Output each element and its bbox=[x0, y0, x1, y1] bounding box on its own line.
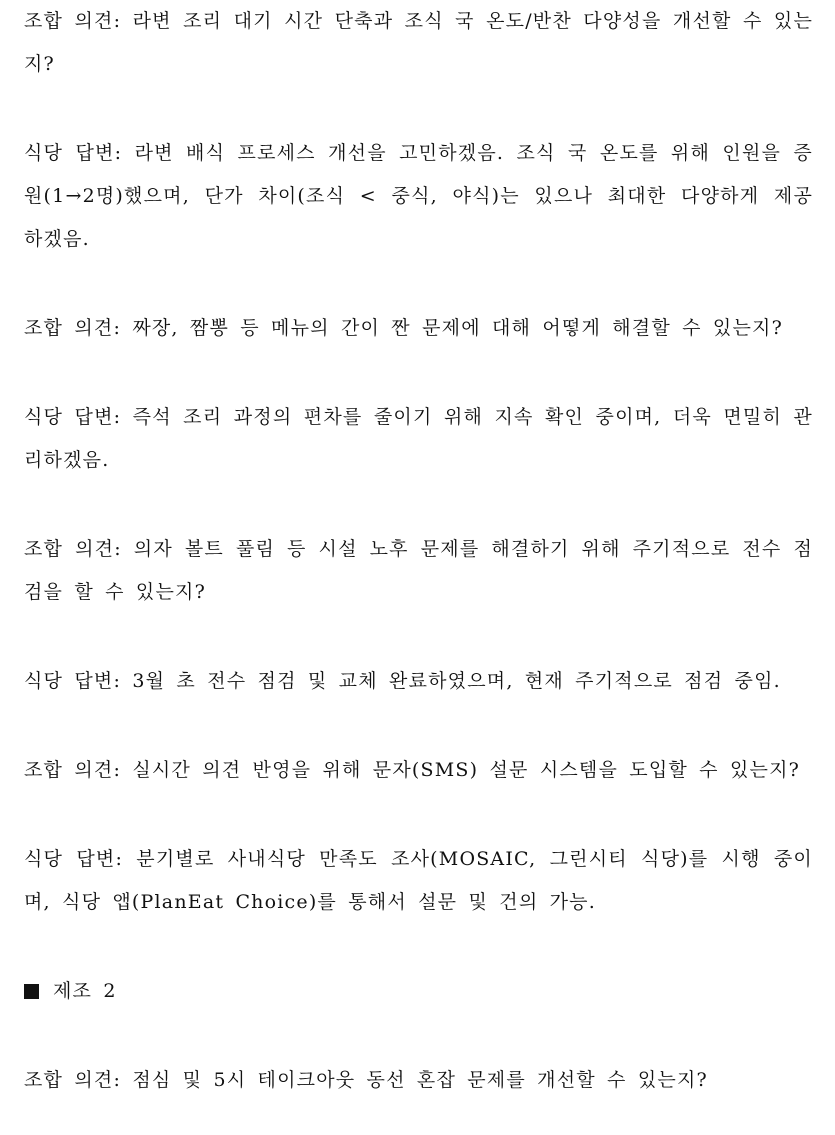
paragraph-label: 조합 의견: bbox=[24, 538, 122, 560]
paragraph-text: 분기별로 사내식당 만족도 조사(MOSAIC, 그린시티 식당)를 시행 중이며, 식당 앱(PlanEat Choice)를 통해서 설문 및 건의 가능. bbox=[24, 848, 813, 913]
paragraph-label: 조합 의견: bbox=[24, 1069, 122, 1091]
union-opinion-paragraph bbox=[24, 749, 813, 792]
paragraph-text: 짜장, 짬뽕 등 메뉴의 간이 짠 문제에 대해 어떻게 해결할 수 있는지? bbox=[132, 317, 783, 339]
paragraph-text: 라변 조리 대기 시간 단축과 조식 국 온도/반찬 다양성을 개선할 수 있는지? bbox=[24, 10, 813, 75]
cafeteria-answer-paragraph bbox=[24, 838, 813, 924]
paragraph-text: 즉석 조리 과정의 편차를 줄이기 위해 지속 확인 중이며, 더욱 면밀히 관리하겠음. bbox=[24, 406, 813, 471]
union-opinion-paragraph bbox=[24, 307, 813, 350]
paragraph-text: 3월 초 전수 점검 및 교체 완료하였으며, 현재 주기적으로 점검 중임. bbox=[132, 670, 781, 692]
paragraph-label: 조합 의견: bbox=[24, 317, 122, 339]
square-bullet-icon bbox=[24, 984, 39, 999]
cafeteria-answer-paragraph bbox=[24, 132, 813, 261]
union-opinion-paragraph bbox=[24, 1059, 813, 1102]
paragraph-label: 조합 의견: bbox=[24, 10, 122, 32]
paragraph-label: 식당 답변: bbox=[24, 406, 122, 428]
union-opinion-paragraph bbox=[24, 0, 813, 86]
paragraph-text: 의자 볼트 풀림 등 시설 노후 문제를 해결하기 위해 주기적으로 전수 점검을 할 수 있는지? bbox=[24, 538, 813, 603]
paragraph-label: 조합 의견: bbox=[24, 759, 122, 781]
union-opinion-paragraph bbox=[24, 528, 813, 614]
cafeteria-answer-paragraph bbox=[24, 660, 813, 703]
cafeteria-answer-paragraph bbox=[24, 396, 813, 482]
paragraph-text: 실시간 의견 반영을 위해 문자(SMS) 설문 시스템을 도입할 수 있는지? bbox=[132, 759, 801, 781]
paragraph-text: 라변 배식 프로세스 개선을 고민하겠음. 조식 국 온도를 위해 인원을 증원(1→2명)했으며, 단가 차이(조식 < 중식, 야식)는 있으나 최대한 다양하게 제공 하겠음. bbox=[24, 142, 813, 250]
paragraph-label: 식당 답변: bbox=[24, 670, 122, 692]
section-heading-text: 제조 2 bbox=[53, 980, 117, 1002]
paragraph-label: 식당 답변: bbox=[24, 142, 123, 164]
paragraph-text: 점심 및 5시 테이크아웃 동선 혼잡 문제를 개선할 수 있는지? bbox=[132, 1069, 708, 1091]
section-heading bbox=[24, 970, 813, 1013]
paragraph-label: 식당 답변: bbox=[24, 848, 124, 870]
